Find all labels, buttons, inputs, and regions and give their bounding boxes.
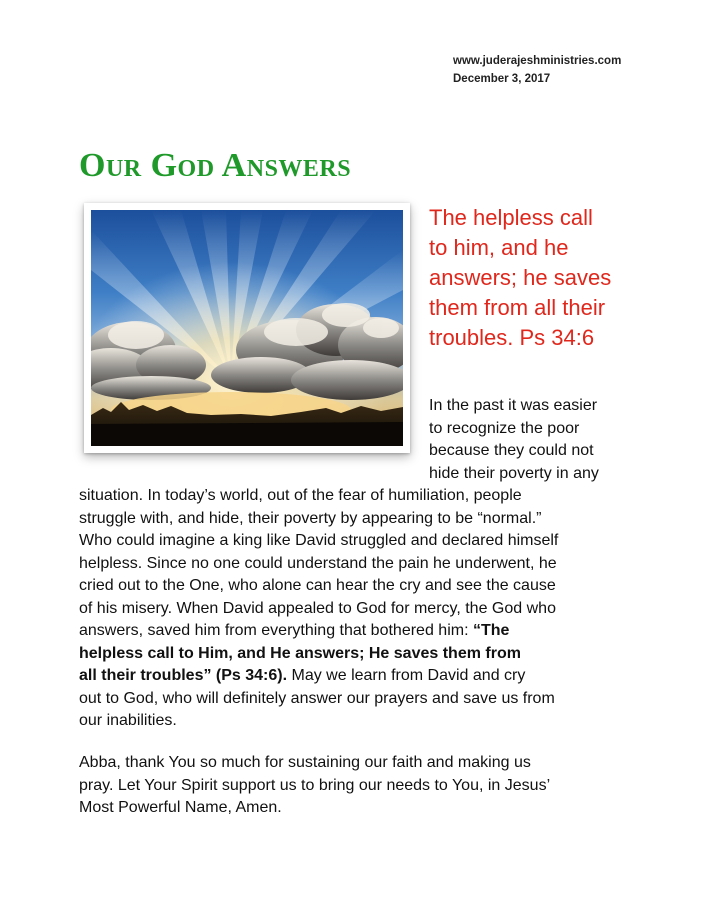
publish-date: December 3, 2017 <box>453 73 551 85</box>
closing-text: May we learn from David and cry out to God, who will definitely answer our prayers and save us from our inabilities. <box>79 667 555 729</box>
header-meta <box>453 52 621 88</box>
sun-rays-clouds-image <box>91 210 403 446</box>
intro-paragraph: In the past it was easier to recognize the poor because they could not hide their poverty in any <box>429 397 599 482</box>
page-title: Our God Answers <box>79 147 352 184</box>
scripture-verse: The helpless call to him, and he answers; he saves them from all their troubles. Ps 34:6 <box>429 205 612 350</box>
main-paragraph <box>79 485 558 733</box>
sky-photo <box>84 203 410 453</box>
bold-scripture-quote: “The helpless call to Him, and He answers; He saves them from all their troubles” (Ps 34:6). <box>79 622 521 684</box>
main-text: situation. In today’s world, out of the fear of humiliation, people struggle with, and hide, their poverty by appearing to be “normal.” Who could imagine a king like David struggled and declared himself helpless. Since no one could understand the pain he underwent, he cried out to the One, who alone can hear the cry and see the cause of his misery. When David appealed to God for mercy, the God who answers, saved him from everything that bothered him: <box>79 487 559 639</box>
website-url: www.juderajeshministries.com <box>453 55 622 67</box>
prayer-paragraph: Abba, thank You so much for sustaining our faith and making us pray. Let Your Spirit support us to bring our needs to You, in Jesus’ Most Powerful Name, Amen. <box>79 754 551 816</box>
